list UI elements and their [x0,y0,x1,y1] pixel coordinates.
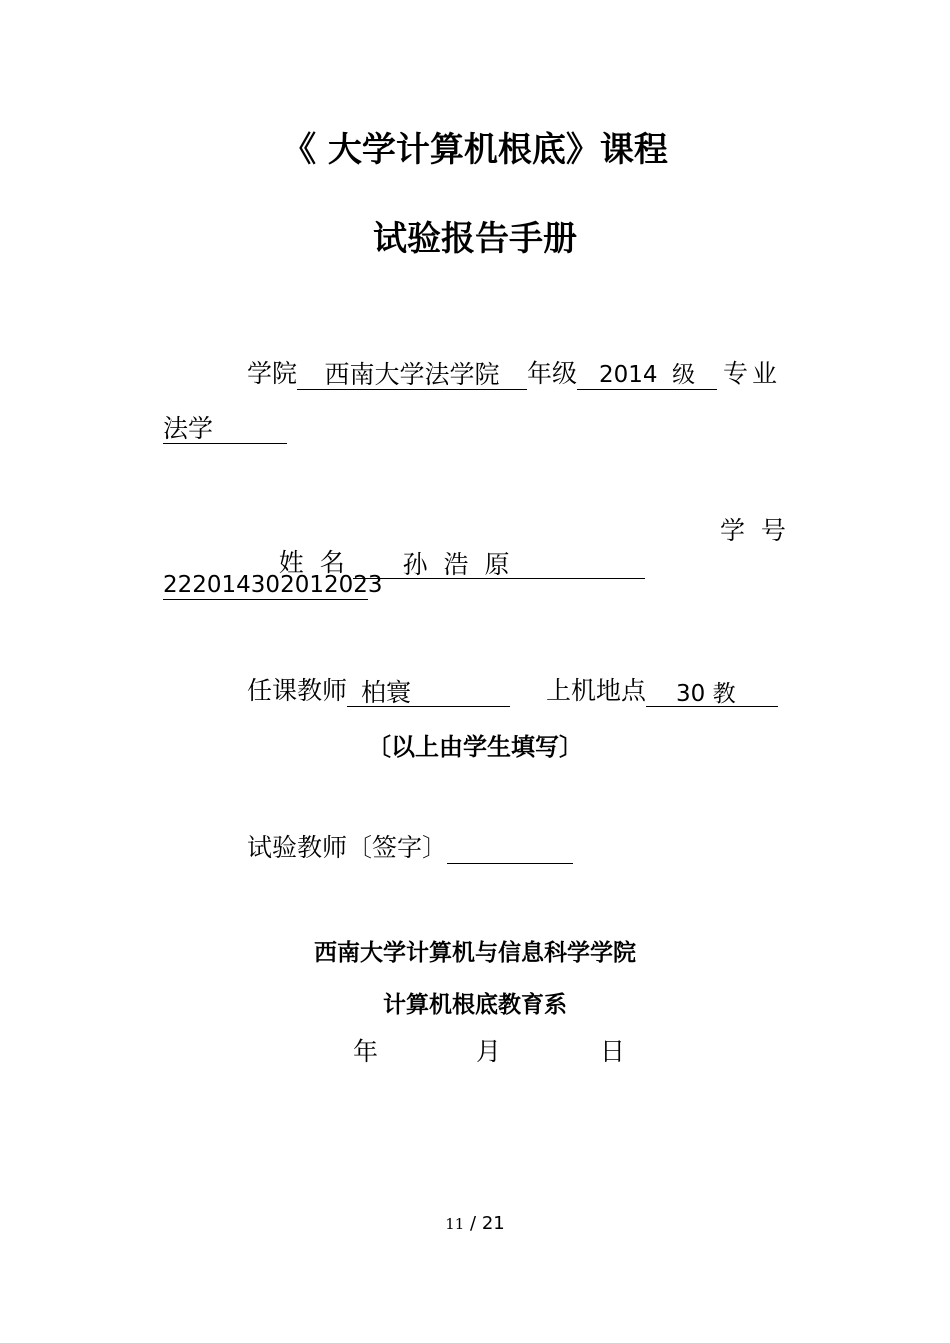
major-value: 法学 [163,413,287,444]
location-label: 上机地点 [546,676,647,705]
name-label: 姓 名 [278,548,345,577]
student-note: 〔以上由学生填写〕 [367,733,583,761]
page-number [0,1213,950,1234]
location-value-text: 30 教 [676,681,736,707]
location-value [646,677,778,707]
date-day: 日 [600,1037,626,1066]
date-month: 月 [476,1037,502,1066]
id-label: 学 号 [720,516,786,545]
teacher-label: 任课教师 [247,676,348,705]
footer-school: 西南大学计算机与信息科学学院 [314,940,636,966]
major-row [163,412,287,444]
title-line1: 《 大学计算机根底》课程 [282,130,668,170]
location-row [546,675,778,707]
page-total: 21 [481,1213,505,1234]
lab-teacher-signature-line [447,833,573,864]
footer-department: 计算机根底教育系 [383,992,567,1018]
major-label: 专业 [723,359,782,388]
id-value: 222014302012023 [163,569,368,600]
name-value: 孙 浩 原 [353,549,645,579]
grade-label: 年级 [527,359,578,388]
lab-teacher-label: 试验教师〔签字〕 [247,833,448,862]
grade-value: 2014 级 [577,359,717,390]
teacher-value: 柏寰 [347,677,510,707]
college-value: 西南大学法学院 [297,359,527,390]
college-grade-major-row [247,358,781,390]
page-separator: / [470,1213,477,1234]
title-line2: 试验报告手册 [373,219,577,259]
page-current: 11 [445,1215,465,1233]
id-row [163,568,383,600]
lab-teacher-row [247,832,573,864]
teacher-row [247,675,510,707]
college-label: 学院 [247,359,298,388]
date-year: 年 [353,1037,379,1066]
